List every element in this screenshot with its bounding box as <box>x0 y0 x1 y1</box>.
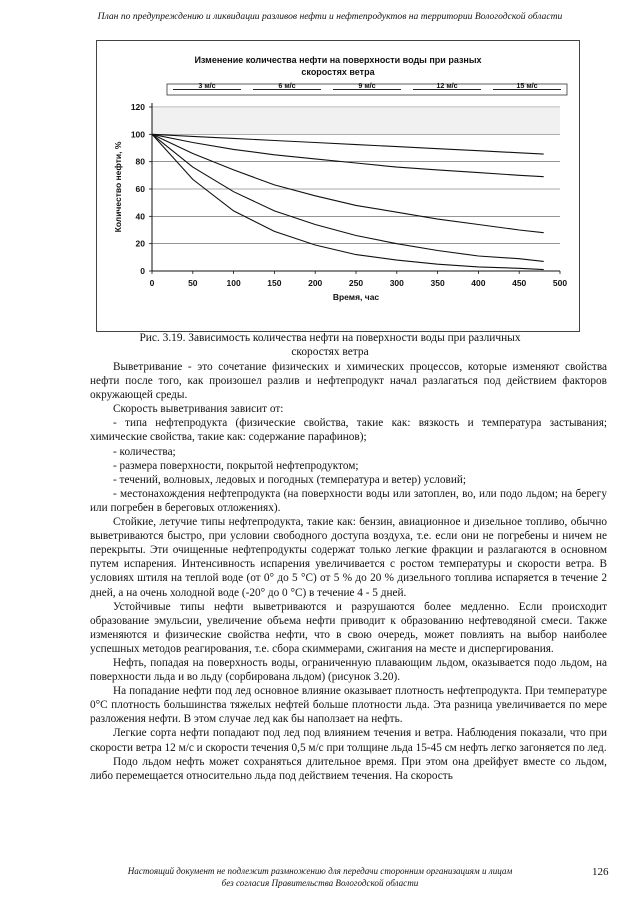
y-tick-label: 20 <box>135 238 145 249</box>
x-tick-label: 50 <box>188 278 198 288</box>
paragraph: Стойкие, летучие типы нефтепродукта, такие как: бензин, авиационное и дизельное топливо, обычно выветриваются быстро, при условии свободного доступа воздуха, т.е. если они не погребены и ничем не перекрыты. Эти очищенные нефтепродукты содержат только легкие фракции и разлагаются в основном путем испарения. Интенсивность испарения увеличивается с ростом температуры и скорости ветра. В условиях штиля на теплой воде (от 0° до 5 °С) от 5 % до 20 % дизельного топлива испаряется в течение 2 дней, а на очень холодной воде (-20° до 0 °С) в течение 4 - 5 дней. <box>90 516 607 599</box>
legend-label: 12 м/с <box>436 81 458 90</box>
paragraph: Подо льдом нефть может сохраняться длительное время. При этом она дрейфует вместе со льдом, либо перемещается относительно льда под действием течения. На скорость <box>90 755 607 782</box>
page-footer <box>100 866 540 889</box>
x-tick-label: 300 <box>389 278 404 288</box>
body-text <box>90 360 607 783</box>
paragraph: Нефть, попадая на поверхность воды, ограниченную плавающим льдом, оказывается подо льдом, на поверхности льда и во льду (сорбирована льдом) (рисунок 3.20). <box>90 656 607 684</box>
series-line-9-м/с <box>152 134 544 232</box>
x-tick-label: 100 <box>226 278 241 288</box>
paragraph: На попадание нефти под лед основное влияние оказывает плотность нефтепродукта. При температуре 0°С плотность большинства тяжелых нефтей больше плотности льда. Эта разница увеличивается по мере разложения нефти. В этом случае лед как бы наползает на нефть. <box>90 685 607 726</box>
paragraph: Выветривание - это сочетание физических и химических процессов, которые изменяют свойства нефти после того, как произошел разлив и нефтепродукт начал разлагаться под действием факторов окружающей среды. <box>90 361 607 402</box>
legend-label: 15 м/с <box>516 81 538 90</box>
series-line-6-м/с <box>152 134 544 176</box>
x-tick-label: 350 <box>430 278 445 288</box>
series-line-3-м/с <box>152 134 544 154</box>
page-header: План по предупреждению и ликвидации разливов нефти и нефтепродуктов на территории Вологодской области <box>97 11 563 22</box>
legend-label: 6 м/с <box>278 81 296 90</box>
chart-y-axis-label: Количество нефти, % <box>113 141 123 233</box>
series-line-15-м/с <box>152 134 544 269</box>
chart-gridlines <box>152 107 560 244</box>
footer-line-2: без согласия Правительства Вологодской области <box>221 877 419 888</box>
grid-band <box>152 107 560 134</box>
chart-legend <box>173 81 561 90</box>
series-line-12-м/с <box>152 134 544 261</box>
y-tick-label: 120 <box>130 102 145 112</box>
list-item: - течений, волновых, ледовых и погодных (температура и ветер) условий; <box>113 473 467 486</box>
page-number: 126 <box>592 866 609 878</box>
x-tick-label: 400 <box>471 278 486 288</box>
paragraph: Устойчивые типы нефти выветриваются и разрушаются более медленно. Если происходит образование эмульсии, увеличение объема нефти приводит к образованию нефтеводяной смеси. Также изменяются и физические свойства нефти, что в свою очередь, может повлиять на выбор наиболее успешных методов реагирования, т.е. сбора скиммерами, сжигания на месте и диспергирования. <box>90 600 607 655</box>
caption-line-1: Рис. 3.19. Зависимость количества нефти на поверхности воды при различных <box>139 332 521 344</box>
x-tick-label: 0 <box>149 278 155 288</box>
list-item: - количества; <box>113 445 176 458</box>
footer-line-1: Настоящий документ не подлежит размножению для передачи сторонним организациям и лицам <box>127 866 513 876</box>
chart-series <box>152 134 544 269</box>
paragraph: Легкие сорта нефти попадают под лед под влиянием течения и ветра. Наблюдения показали, что при скорости ветра 12 м/с и скорости течения 0,5 м/с при толщине льда 15-45 см нефть легко загоняется по лед. <box>90 727 607 754</box>
list-item: - типа нефтепродукта (физические свойства, такие как: вязкость и температура застывания; химические свойства, такие как: содержание парафинов); <box>90 417 607 444</box>
legend-label: 3 м/с <box>198 81 216 90</box>
chart-x-axis-label: Время, час <box>332 292 380 302</box>
figure <box>96 40 580 332</box>
y-tick-label: 40 <box>135 211 145 222</box>
wind-speed-chart <box>97 41 579 331</box>
list-item: - размера поверхности, покрытой нефтепродуктом; <box>113 459 359 472</box>
list-item: - местонахождения нефтепродукта (на поверхности воды или затоплен, во, или подо льдом; на берегу или погребен в береговых отложениях). <box>90 487 607 514</box>
x-tick-label: 200 <box>308 278 323 288</box>
figure-caption <box>80 331 580 359</box>
x-tick-label: 150 <box>267 278 282 288</box>
chart-title-line1: Изменение количества нефти на поверхности воды при разных <box>194 55 482 65</box>
y-tick-label: 100 <box>130 129 145 140</box>
chart-title-line2: скоростях ветра <box>301 67 375 77</box>
y-tick-label: 60 <box>135 184 145 194</box>
legend-label: 9 м/с <box>358 81 376 90</box>
x-tick-label: 450 <box>512 278 527 288</box>
y-tick-label: 80 <box>135 156 145 167</box>
paragraph: Скорость выветривания зависит от: <box>113 403 284 416</box>
y-tick-label: 0 <box>140 266 145 276</box>
x-tick-label: 250 <box>348 278 364 288</box>
caption-line-2: скоростях ветра <box>291 346 369 358</box>
x-tick-label: 500 <box>552 278 568 288</box>
